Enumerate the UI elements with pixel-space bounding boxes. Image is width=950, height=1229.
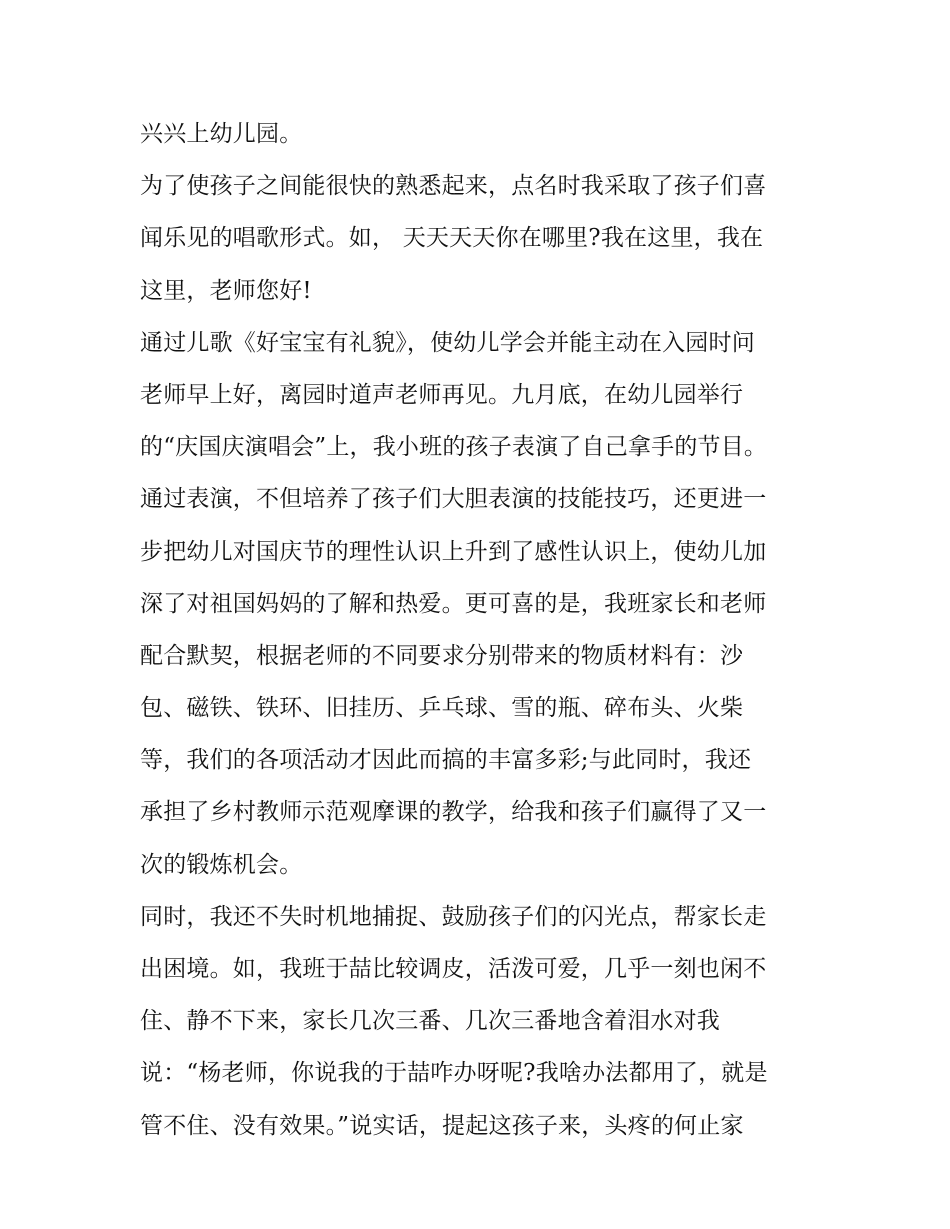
text-line-11: 配合默契，根据老师的不同要求分别带来的物质材料有：沙 bbox=[140, 642, 744, 669]
text-line-4: 这里，老师您好! bbox=[140, 277, 312, 304]
text-line-9: 步把幼儿对国庆节的理性认识上升到了感性认识上，使幼儿加 bbox=[140, 538, 767, 565]
text-line-20: 管不住、没有效果。”说实话，提起这孩子来，头疼的何止家 bbox=[140, 1112, 744, 1139]
text-line-17: 出困境。如，我班于喆比较调皮，活泼可爱，几乎一刻也闲不 bbox=[140, 956, 767, 982]
text-line-3: 闻乐见的唱歌形式。如， 天天天天你在哪里?我在这里，我在 bbox=[140, 225, 764, 252]
text-line-6: 老师早上好，离园时道声老师再见。九月底，在幼儿园举行 bbox=[140, 381, 744, 408]
text-line-5: 通过儿歌《好宝宝有礼貌》，使幼儿学会并能主动在入园时问 bbox=[140, 329, 755, 356]
text-line-7: 的“庆国庆演唱会”上，我小班的孩子表演了自己拿手的节目。 bbox=[140, 434, 768, 461]
text-line-19: 说：“杨老师，你说我的于喆咋办呀呢?我啥办法都用了，就是 bbox=[140, 1060, 768, 1087]
body-text bbox=[140, 108, 820, 1152]
text-line-14: 承担了乡村教师示范观摩课的教学，给我和孩子们赢得了又一 bbox=[140, 799, 767, 826]
text-line-1: 兴兴上幼儿园。 bbox=[140, 121, 303, 147]
text-line-8: 通过表演，不但培养了孩子们大胆表演的技能技巧，还更进一 bbox=[140, 486, 767, 513]
text-line-18: 住、静不下来，家长几次三番、几次三番地含着泪水对我 bbox=[140, 1008, 720, 1035]
text-line-16: 同时，我还不失时机地捕捉、鼓励孩子们的闪光点，帮家长走 bbox=[140, 903, 767, 930]
text-line-10: 深了对祖国妈妈的了解和热爱。更可喜的是，我班家长和老师 bbox=[140, 590, 767, 617]
text-line-13: 等，我们的各项活动才因此而搞的丰富多彩;与此同时，我还 bbox=[140, 747, 752, 774]
text-line-2: 为了使孩子之间能很快的熟悉起来，点名时我采取了孩子们喜 bbox=[140, 173, 767, 200]
text-line-12: 包、磁铁、铁环、旧挂历、乒乓球、雪的瓶、碎布头、火柴 bbox=[140, 695, 744, 722]
text-line-15: 次的锻炼机会。 bbox=[140, 851, 303, 878]
